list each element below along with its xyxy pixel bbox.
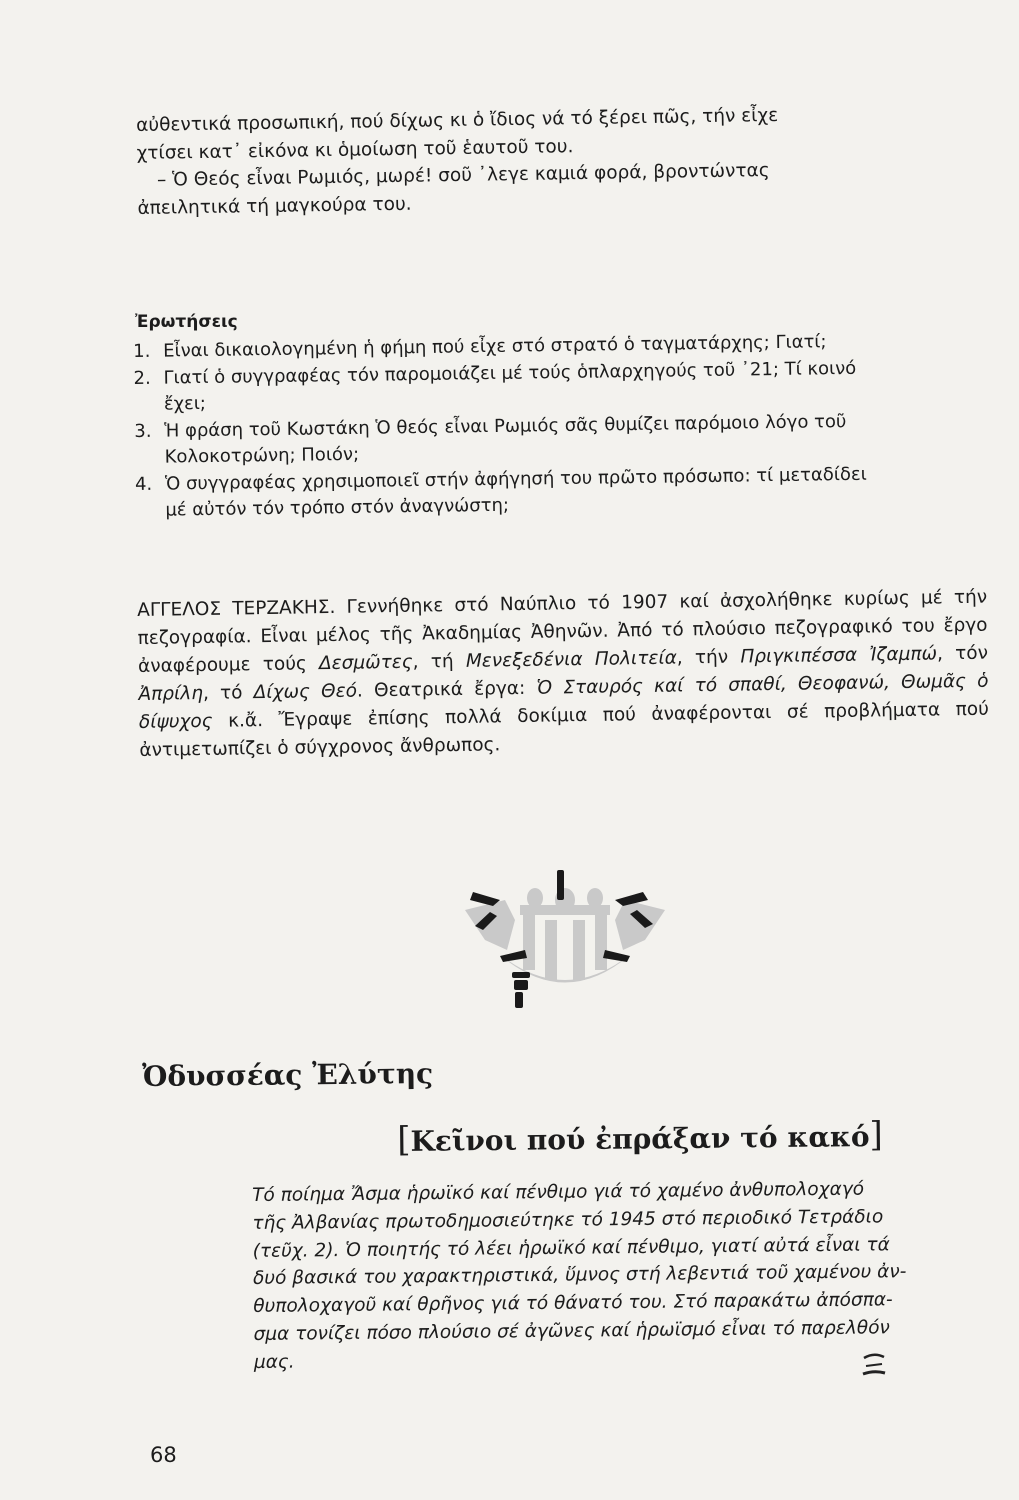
text-line: ἀπειλητικά τή μαγκούρα του. xyxy=(137,193,412,219)
questions-heading: Ἐρωτήσεις xyxy=(135,312,238,332)
poem-introduction xyxy=(252,1174,989,1376)
bio-text: , τό xyxy=(202,682,254,704)
intro-line: τῆς Ἀλβανίας πρωτοδημοσιεύτηκε τό 1945 στό περιοδικό Τετράδιο xyxy=(252,1206,884,1234)
bio-work-title: Δεσμῶτες xyxy=(318,651,413,675)
bio-work-title: Ἀπρίλη xyxy=(138,682,204,705)
question-number: 2. xyxy=(133,367,151,389)
intro-line: δυό βασικά του χαρακτηριστικά, ὕμνος στή λεβεντιά τοῦ χαμένου ἀν- xyxy=(252,1261,907,1290)
bracket-close: ] xyxy=(869,1114,884,1156)
question-item xyxy=(135,460,984,525)
intro-line: θυπολοχαγοῦ καί θρῆνος γιά τό θάνατό του. Στό παρακάτω ἀπόσπα- xyxy=(253,1289,893,1318)
question-number: 4. xyxy=(134,473,153,495)
bio-text: , τή xyxy=(412,650,467,673)
pen-mark-icon xyxy=(860,1352,888,1378)
question-text: Γιατί ὁ συγγραφέας τόν παρομοιάζει μέ τούς ὁπλαρχηγούς τοῦ ᾽21; Τί κοινό xyxy=(163,357,857,389)
bio-work-title: Μενεξεδένια Πολιτεία xyxy=(465,647,677,672)
questions-list xyxy=(133,327,984,524)
question-text: μέ αὐτόν τόν τρόπο στόν ἀναγνώστη; xyxy=(165,494,510,521)
bio-work-title: Ὁ Σταυρός καί τό σπαθί, Θεοφανώ, Θωμᾶς ὁ δίψυχος xyxy=(138,670,989,733)
bracket-open: [ xyxy=(397,1119,411,1160)
question-text: Ὁ συγγραφέας χρησιμοποιεῖ στήν ἀφήγησή του πρῶτο πρόσωπο: τί μεταδίδει xyxy=(164,463,867,495)
bio-work-title: Πριγκιπέσσα Ἰζαμπώ xyxy=(740,643,938,668)
question-number: 1. xyxy=(133,340,151,362)
bio-text: κ.ἄ. Ἔγραψε ἐπίσης πολλά δοκίμια πού ἀναφέρονται σέ προβλήματα πού ἀντιμετωπίζει ὁ σύγχρονος ἄνθρωπος. xyxy=(139,698,990,761)
question-text: Ἡ φράση τοῦ Κωστάκη Ὁ θεός εἶναι Ρωμιός σᾶς θυμίζει παρόμοιο λόγο τοῦ xyxy=(164,410,847,442)
intro-line: σμα τονίζει πόσο πλούσιο σέ ἀγῶνες καί ἡρωϊσμό εἶναι τό παρελθόν xyxy=(253,1317,890,1345)
bio-text: , τόν xyxy=(936,642,989,665)
quote-line: – Ὁ Θεός εἶναι Ρωμιός, μωρέ! σοῦ ᾽λεγε καμιά φορά, βροντώντας xyxy=(156,160,770,191)
author-bio xyxy=(137,584,990,765)
question-text: Κολοκοτρώνη; Ποιόν; xyxy=(164,443,360,468)
text-line: αὐθεντικά προσωπική, πού δίχως κι ὁ ἴδιος νά τό ξέρει πῶς, τήν εἶχε xyxy=(136,104,779,136)
question-text: Εἶναι δικαιολογημένη ἡ φήμη πού εἶχε στό στρατό ὁ ταγματάρχης; Γιατί; xyxy=(163,331,827,362)
intro-line: (τεῦχ. 2). Ὁ ποιητής τό λέει ἡρωϊκό καί πένθιμο, γιατί αὐτά εἶναι τά xyxy=(252,1233,890,1262)
text-line: χτίσει κατ᾽ εἰκόνα κι ὁμοίωση τοῦ ἑαυτοῦ του. xyxy=(136,135,574,164)
poem-title-text: Κεῖνοι πού ἐπράξαν τό κακό xyxy=(410,1120,870,1158)
question-text: ἔχει; xyxy=(163,392,207,415)
decorative-emblem-icon xyxy=(445,870,685,1010)
question-number: 3. xyxy=(134,420,152,442)
bio-text: Γεννήθηκε στό Ναύπλιο τό 1907 καί ἀσχολήθηκε κυρίως μέ τήν πεζογραφία. Εἶναι μέλος τῆς Ἀκαδημίας Ἀθηνῶν. Ἀπό τό πλούσιο πεζογραφικό του ἔργο ἀναφέρουμε τούς xyxy=(137,586,988,677)
paragraph-continuation xyxy=(136,99,986,222)
intro-line: μας. xyxy=(253,1351,295,1373)
poem-title xyxy=(397,1115,883,1160)
section-author: Ὀδυσσέας Ἐλύτης xyxy=(142,1056,434,1093)
intro-line: Τό ποίημα Ἄσμα ἡρωϊκό καί πένθιμο γιά τό χαμένο ἀνθυπολοχαγό xyxy=(252,1178,865,1206)
page-number: 68 xyxy=(150,1443,177,1467)
bio-text: , τήν xyxy=(676,646,741,669)
bio-author-name: ΑΓΓΕΛΟΣ ΤΕΡΖΑΚΗΣ. xyxy=(137,596,336,621)
bio-text: . Θεατρικά ἔργα: xyxy=(356,677,537,702)
bio-work-title: Δίχως Θεό xyxy=(253,680,358,704)
